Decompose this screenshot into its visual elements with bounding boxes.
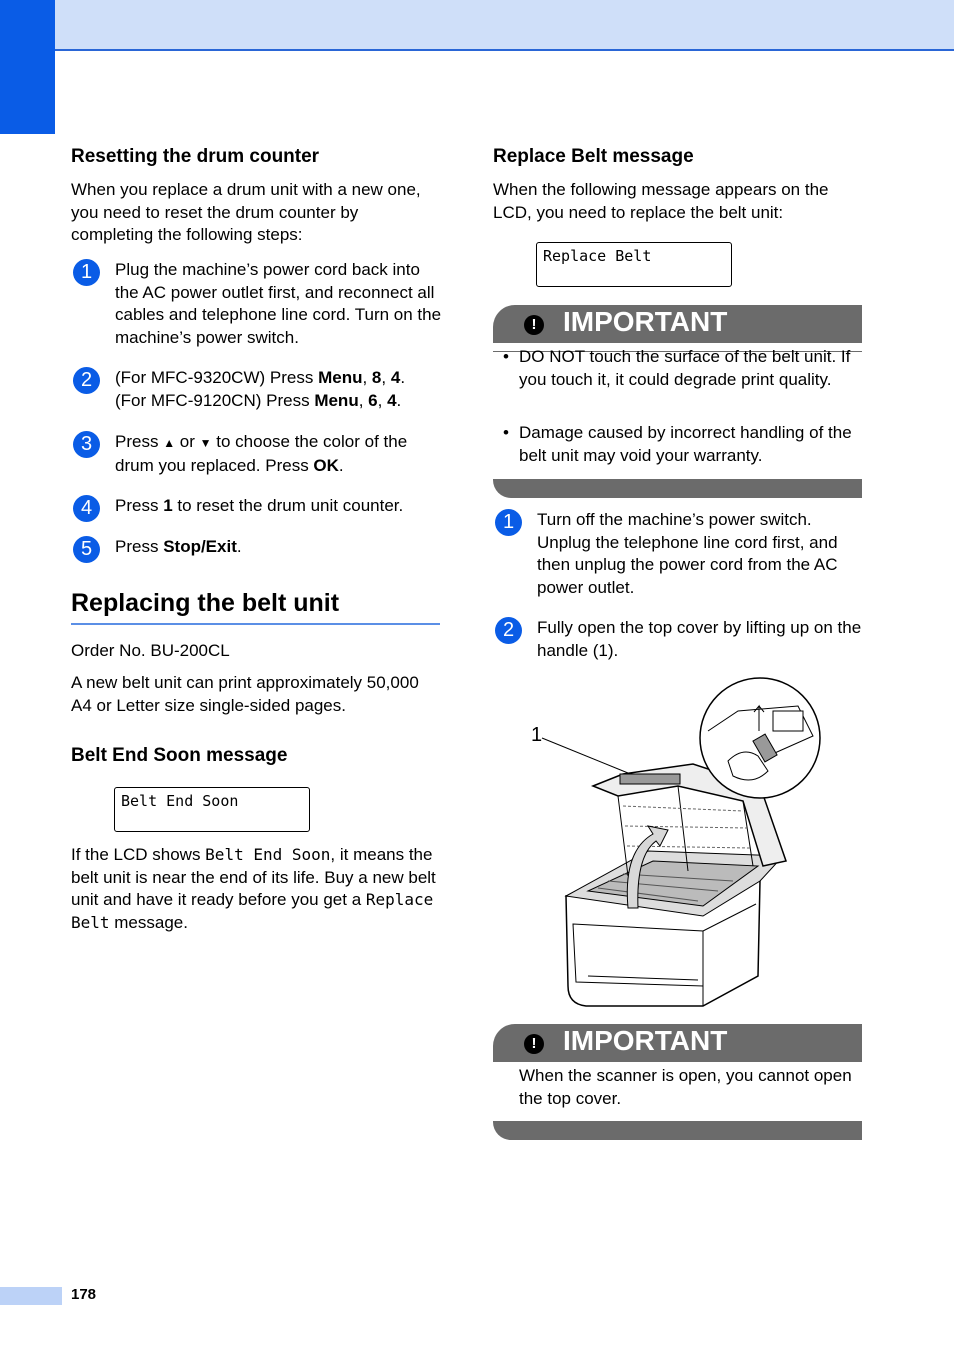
important-banner — [493, 1024, 862, 1062]
important-bullet: • Damage caused by incorrect handling of the belt unit may void your warranty. — [503, 423, 852, 465]
figure-callout: 1 — [531, 724, 543, 746]
lcd-display — [536, 242, 732, 287]
step-number: 1 — [495, 509, 522, 536]
belt-section-heading: Replacing the belt unit — [71, 589, 340, 617]
exclamation-icon: ! — [524, 1034, 544, 1054]
bullet-icon: • — [503, 347, 509, 366]
printer-illustration — [528, 676, 828, 1011]
important-title: IMPORTANT — [563, 1025, 728, 1056]
heading-rule — [71, 623, 440, 625]
step-number: 1 — [73, 259, 100, 286]
belt-intro: A new belt unit can print approximately 50,000 A4 or Letter size single-sided pages. — [71, 673, 419, 715]
order-number: Order No. BU-200CL — [71, 641, 230, 660]
step-text: Fully open the top cover by lifting up on the handle (1). — [537, 618, 862, 660]
down-arrow-icon: ▼ — [199, 436, 212, 450]
step-text: (For MFC-9320CW) Press Menu, 8, 4. (For MFC-9120CN) Press Menu, 6, 4. — [115, 368, 406, 410]
belt-end-soon-heading: Belt End Soon message — [71, 745, 288, 766]
lcd-text: Replace Belt — [543, 247, 652, 265]
important-note: When the scanner is open, you cannot open the top cover. — [519, 1066, 852, 1108]
step-number: 2 — [495, 617, 522, 644]
printer-drawing — [528, 676, 828, 1011]
step-number: 4 — [73, 495, 100, 522]
chapter-tab — [0, 0, 55, 134]
up-arrow-icon: ▲ — [163, 436, 176, 450]
important-bullet: • DO NOT touch the surface of the belt unit. If you touch it, it could degrade print quality. — [503, 347, 851, 389]
important-banner — [493, 305, 862, 343]
step-number: 3 — [73, 431, 100, 458]
step-text: Turn off the machine’s power switch. Unplug the telephone line cord first, and then unplug the power cord from the AC power outlet. — [537, 510, 838, 597]
page-number-tab — [0, 1287, 62, 1305]
drum-intro: When you replace a drum unit with a new one, you need to reset the drum counter by completing the following steps: — [71, 180, 421, 244]
step-number: 5 — [73, 536, 100, 563]
lcd-text: Belt End Soon — [121, 792, 239, 810]
important-title: IMPORTANT — [563, 306, 728, 337]
page-number: 178 — [71, 1286, 97, 1303]
bullet-icon: • — [503, 423, 509, 442]
replace-belt-heading: Replace Belt message — [493, 146, 694, 167]
belt-end-soon-paragraph: If the LCD shows Belt End Soon, it means the belt unit is near the end of its life. Buy a new belt unit and have it ready before you get a Replace Belt message. — [71, 845, 436, 932]
lcd-display — [114, 787, 310, 832]
step-number: 2 — [73, 367, 100, 394]
step-text: Plug the machine’s power cord back into the AC power outlet first, and reconnect all cables and telephone line cord. Turn on the machine’s power switch. — [115, 260, 442, 347]
replace-belt-intro: When the following message appears on the LCD, you need to replace the belt unit: — [493, 180, 829, 222]
important-footer — [493, 479, 862, 498]
page-header-band — [0, 0, 954, 51]
step-text: Press Stop/Exit. — [115, 537, 242, 556]
drum-counter-heading: Resetting the drum counter — [71, 146, 320, 167]
step-text: Press 1 to reset the drum unit counter. — [115, 496, 404, 515]
important-footer — [493, 1121, 862, 1140]
exclamation-icon: ! — [524, 315, 544, 335]
step-text: Press ▲ or ▼ to choose the color of the drum you replaced. Press OK. — [115, 432, 408, 475]
